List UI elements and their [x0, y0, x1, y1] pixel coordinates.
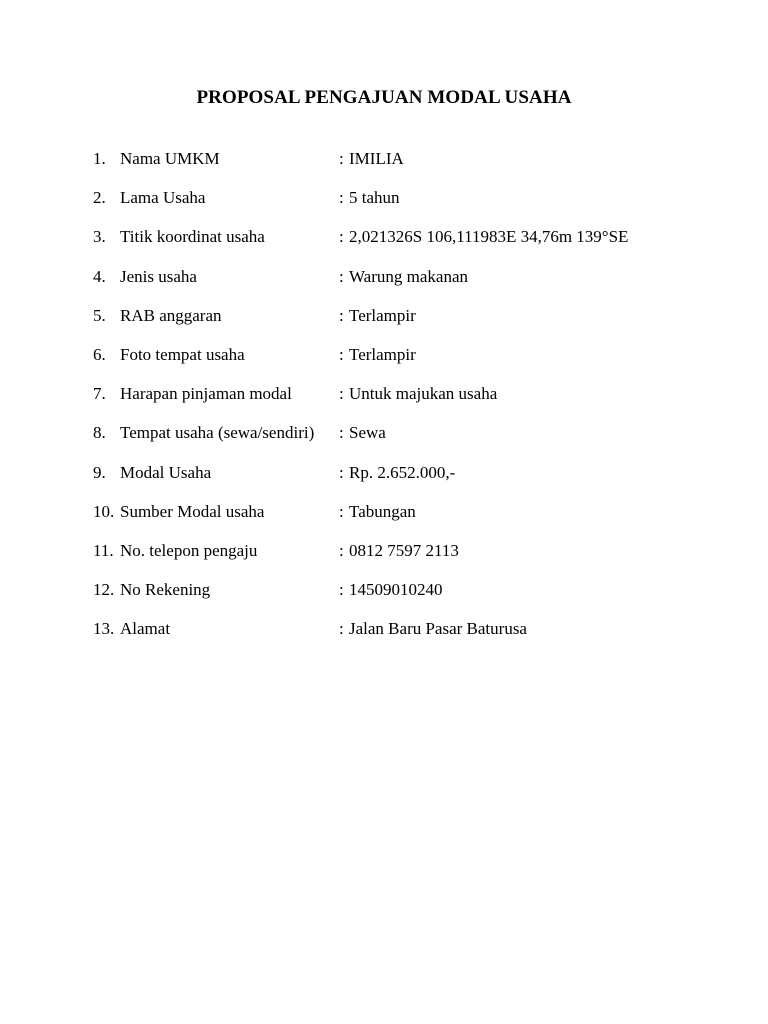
field-label: RAB anggaran — [120, 305, 222, 325]
field-row — [93, 381, 733, 420]
document-title: PROPOSAL PENGAJUAN MODAL USAHA — [196, 87, 572, 108]
field-row — [93, 303, 733, 342]
field-value: 14509010240 — [349, 580, 443, 600]
field-separator: : — [339, 227, 344, 247]
field-number: 10. — [93, 501, 115, 521]
field-value: Terlampir — [349, 305, 416, 325]
field-value: Jalan Baru Pasar Baturusa — [349, 619, 527, 639]
field-row — [93, 616, 733, 655]
field-value: Terlampir — [349, 344, 416, 364]
field-number: 2. — [93, 188, 106, 208]
field-separator: : — [339, 619, 344, 639]
field-separator: : — [339, 305, 344, 325]
field-number: 4. — [93, 266, 106, 286]
field-number: 8. — [93, 423, 106, 443]
field-value: IMILIA — [349, 149, 404, 168]
field-value: 5 tahun — [349, 188, 400, 208]
field-row — [93, 460, 733, 499]
field-number: 5. — [93, 305, 106, 325]
field-label: No. telepon pengaju — [120, 540, 258, 560]
field-label: Titik koordinat usaha — [120, 227, 265, 247]
field-separator: : — [339, 462, 344, 482]
field-label: Foto tempat usaha — [120, 344, 245, 364]
field-value: 0812 7597 2113 — [349, 540, 459, 560]
field-label: Lama Usaha — [120, 188, 206, 208]
field-separator: : — [339, 384, 344, 404]
field-label: Modal Usaha — [120, 462, 212, 482]
field-separator: : — [339, 149, 344, 168]
field-separator: : — [339, 344, 344, 364]
field-row — [93, 538, 733, 577]
field-number: 12. — [93, 580, 115, 600]
field-label: Alamat — [120, 619, 171, 639]
field-row — [93, 577, 733, 616]
field-row — [93, 264, 733, 303]
field-label: Nama UMKM — [120, 149, 220, 168]
field-value: Untuk majukan usaha — [349, 384, 498, 404]
field-row — [93, 224, 733, 263]
field-row — [93, 342, 733, 381]
field-number: 1. — [93, 149, 106, 168]
field-row — [93, 146, 733, 185]
field-separator: : — [339, 580, 344, 600]
field-separator: : — [339, 423, 344, 443]
field-row — [93, 420, 733, 459]
field-number: 9. — [93, 462, 106, 482]
field-row — [93, 499, 733, 538]
field-number: 3. — [93, 227, 106, 247]
field-number: 13. — [93, 619, 115, 639]
field-number: 7. — [93, 384, 106, 404]
field-label: Harapan pinjaman modal — [120, 384, 292, 404]
field-label: Tempat usaha (sewa/sendiri) — [120, 423, 315, 443]
field-value: Sewa — [349, 423, 386, 443]
field-row — [93, 185, 733, 224]
field-number: 11. — [93, 540, 114, 560]
field-separator: : — [339, 188, 344, 208]
field-label: Jenis usaha — [120, 266, 197, 286]
field-value: Warung makanan — [349, 266, 468, 286]
field-separator: : — [339, 501, 344, 521]
field-number: 6. — [93, 344, 106, 364]
field-value: 2,021326S 106,111983E 34,76m 139°SE — [349, 227, 629, 247]
field-label: No Rekening — [120, 580, 211, 600]
field-separator: : — [339, 540, 344, 560]
field-value: Rp. 2.652.000,- — [349, 462, 456, 482]
field-separator: : — [339, 266, 344, 286]
field-list — [93, 146, 733, 655]
field-value: Tabungan — [349, 501, 416, 521]
field-label: Sumber Modal usaha — [120, 501, 265, 521]
